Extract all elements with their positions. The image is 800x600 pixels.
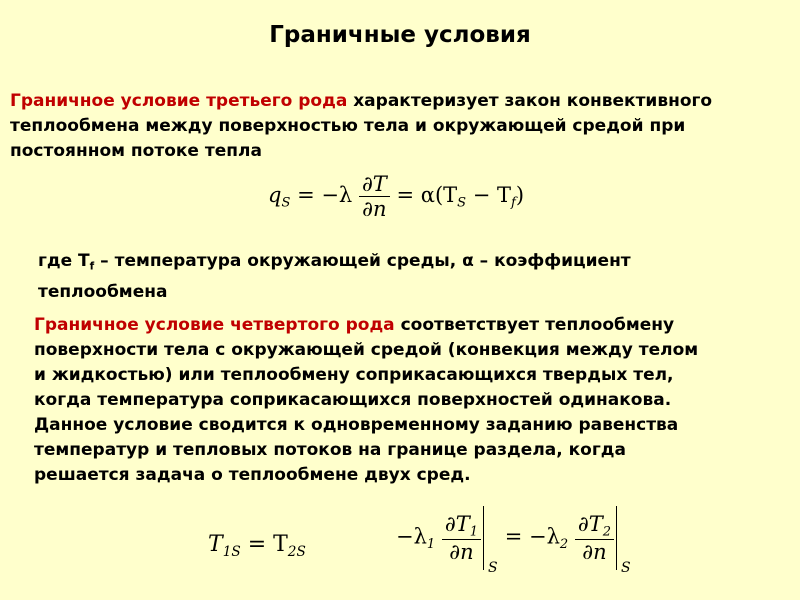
paragraph-line: Данное условие сводится к одновременному заданию равенства [34,415,679,435]
paragraph-text: соответствует теплообмену [394,315,675,335]
formula-operator: ) [515,183,525,207]
numerator-text: ∂T [444,511,470,536]
formula-fraction [442,512,481,565]
formula-symbol: q [268,183,282,207]
evaluation-bar [616,506,631,576]
formula-operator: − T [466,183,512,207]
paragraph-third-kind [10,89,712,164]
paragraph-text: характеризует закон конвективного [347,91,713,111]
paragraph-line: постоянном потоке тепла [10,141,262,161]
formula-operator: = −λ [504,524,560,549]
slide-title: Граничные условия [269,22,531,48]
formula-symbol: T [208,532,223,557]
paragraph-line: когда температура соприкасающихся поверхностей одинакова. [34,390,672,410]
paragraph-line: теплообмена [38,281,168,302]
paragraph-line [34,313,698,338]
paragraph-line: теплообмена между поверхностью тела и окружающей средой при [10,116,686,136]
formula-subscript: S [457,195,467,211]
evaluation-subscript: S [488,560,498,576]
formula-subscript: 1 [469,524,479,540]
evaluation-bar [483,506,498,576]
highlight-term: Граничное условие третьего рода [10,91,348,111]
fraction-denominator: ∂n [362,197,387,221]
paragraph-text: где T [38,251,90,271]
highlight-term: Граничное условие четвертого рода [34,315,395,335]
formula-operator: = α(T [396,183,458,207]
formula-flux-equality [396,506,631,576]
formula-subscript: 2 [602,524,612,540]
paragraph-line: поверхности тела с окружающей средой (конвекция между телом [34,340,699,360]
formula-fraction [359,172,390,221]
paragraph-line: температур и тепловых потоков на границе раздела, когда [34,440,626,460]
evaluation-subscript: S [621,560,631,576]
formula-operator: = T [240,532,288,557]
paragraph-line [38,249,631,280]
paragraph-definition [38,249,631,305]
formula-subscript: 1 [426,537,436,553]
formula-subscript: f [89,260,95,273]
formula-subscript: 2S [287,543,306,560]
numerator-text: ∂T [577,511,603,536]
paragraph-line: и жидкостью) или теплообмену соприкасающихся твердых тел, [34,365,674,385]
formula-subscript: 2 [559,537,569,553]
formula-temperature-equality [208,532,306,560]
paragraph-text: – температура окружающей среды, α – коэффициент [94,251,631,271]
fraction-numerator: ∂T [359,172,390,197]
formula-subscript: 1S [222,543,241,560]
fraction-numerator [442,512,481,541]
formula-fraction [575,512,614,565]
formula-subscript: f [511,195,516,211]
formula-operator: −λ [396,524,427,549]
fraction-denominator: ∂n [582,540,607,565]
fraction-denominator: ∂n [449,540,474,565]
paragraph-fourth-kind [34,313,698,488]
fraction-numerator [575,512,614,541]
paragraph-line [10,89,712,114]
paragraph-line: решается задача о теплообмене двух сред. [34,465,471,485]
formula-third-kind [268,172,524,221]
formula-operator: = −λ [297,183,353,207]
formula-subscript: S [281,195,291,211]
